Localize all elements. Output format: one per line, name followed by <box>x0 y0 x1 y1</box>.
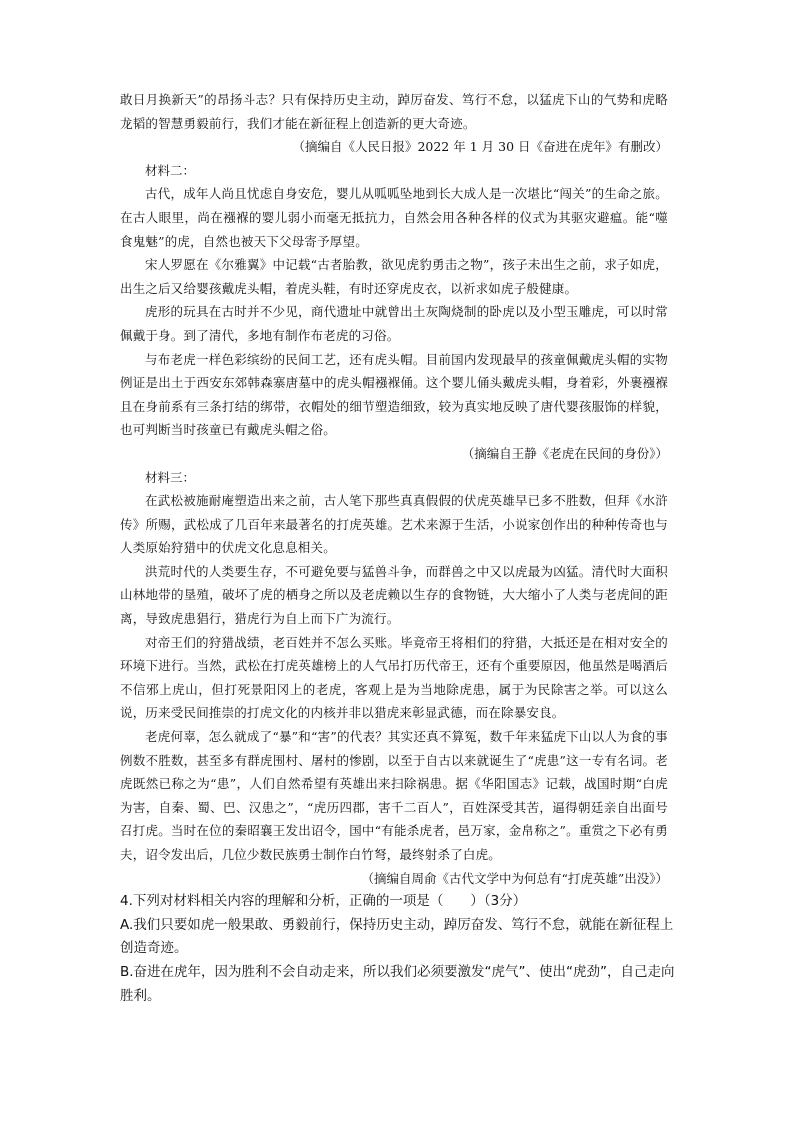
question-stem: 4.下列对材料相关内容的理解和分析，正确的一项是（ ）（3分） <box>120 893 527 910</box>
paragraph: 古代，成年人尚且忧虑自身安危，婴儿从呱呱坠地到长大成人是一次堪比“闯关”的生命之旅。在古人眼里，尚在襁褓的婴儿弱小而毫无抵抗力，自然会用各种各样的仪式为其驱灾避瘟。能“噬食鬼魅”的虎，自然也被天下父母寄予厚望。 <box>120 186 668 249</box>
material2-heading: 材料二： <box>145 162 196 178</box>
source-citation-2: （摘编自王静《老虎在民间的身份》） <box>461 445 668 461</box>
option-a[interactable]: A.我们只要如虎一般果敢、勇毅前行，保持历史主动，踔厉奋发、笃行不怠，就能在新征程上创造奇迹。 <box>120 916 674 957</box>
paragraph: 敢日月换新天”的昂扬斗志？只有保持历史主动，踔厉奋发、笃行不怠，以猛虎下山的气势和虎略龙韬的智慧勇毅前行，我们才能在新征程上创造新的更大奇迹。 <box>120 92 668 131</box>
source-citation-3: （摘编自周俞《古代文学中为何总有“打虎英雄”出没》） <box>361 870 668 886</box>
material2-body <box>120 182 668 442</box>
paragraph: 与布老虎一样色彩缤纷的民间工艺，还有虎头帽。目前国内发现最早的孩童佩戴虎头帽的实物例证是出土于西安东郊韩森寨唐墓中的虎头帽襁褓俑。这个婴儿俑头戴虎头帽，身着彩，外裹襁褓且在身前系有三条打结的绑带，衣帽处的细节塑造细致，较为真实地反映了唐代婴孩服饰的样貌，也可判断当时孩童已有戴虎头帽之俗。 <box>120 351 668 438</box>
document-body <box>120 88 675 1008</box>
paragraph: 在武松被施耐庵塑造出来之前，古人笔下那些真真假假的伏虎英雄早已多不胜数，但拜《水浒传》所赐，武松成了几百年来最著名的打虎英雄。艺术来源于生活，小说家创作出的种种传奇也与人类原始狩猎中的伏虎文化息息相关。 <box>120 493 668 556</box>
paragraph: 老虎何辜，怎么就成了“暴”和“害”的代表？其实还真不算冤，数千年来猛虎下山以人为食的事例数不胜数，甚至多有群虎围村、屠村的惨剧，以至于自古以来就诞生了“虎患”这一专有名词。老虎既然已称之为“患”，人们自然希望有英雄出来扫除祸患。据《华阳国志》记载，战国时期“白虎为害，自秦、蜀、巴、汉患之”，“虎历四郡，害千二百人”，百姓深受其苦，逼得朝廷亲自出面号召打虎。当时在位的秦昭襄王发出诏令，国中“有能杀虎者，邑万家，金帛称之”。重赏之下必有勇夫，诏令发出后，几位少数民族勇士制作白竹弩，最终射杀了白虎。 <box>120 729 668 862</box>
material1-continuation <box>120 88 668 135</box>
question-4 <box>120 890 676 1008</box>
paragraph: 洪荒时代的人类要生存，不可避免要与猛兽斗争，而群兽之中又以虎最为凶猛。清代时大面积山林地带的垦殖，破坏了虎的栖身之所以及老虎赖以生存的食物链，大大缩小了人类与老虎间的距离，导致虎患猖行，猎虎行为自上而下广为流行。 <box>120 563 668 627</box>
paragraph: 宋人罗愿在《尔雅翼》中记载“古者胎教，欲见虎豹勇击之物”，孩子未出生之前，求子如虎，出生之后又给婴孩戴虎头帽，着虎头鞋，有时还穿虎皮衣，以祈求如虎子般健康。 <box>120 257 668 296</box>
material3-body <box>120 489 668 867</box>
paragraph: 对帝王们的狩猎战绩，老百姓并不怎么买账。毕竟帝王将相们的狩猎，大抵还是在相对安全的环境下进行。当然，武松在打虎英雄榜上的人气吊打历代帝王，还有个重要原因，他虽然是喝酒后不信邪上虎山，但打死景阳冈上的老虎，客观上是为当地除虎患，属于为民除害之举。可以这么说，历来受民间推崇的打虎文化的内核并非以猎虎来彰显武德，而在除暴安良。 <box>120 634 668 721</box>
option-b[interactable]: B.奋进在虎年，因为胜利不会自动走来，所以我们必须要激发“虎气”、使出“虎劲”，自己走向胜利。 <box>120 963 675 1004</box>
material3-heading: 材料三： <box>145 469 196 485</box>
source-citation-1: （摘编自《人民日报》2022 年 1 月 30 日《奋进在虎年》有删改） <box>292 139 668 155</box>
paragraph: 虎形的玩具在古时并不少见，商代遗址中就曾出土灰陶烧制的卧虎以及小型玉雕虎，可以时常佩戴于身。到了清代，多地有制作布老虎的习俗。 <box>120 304 668 343</box>
